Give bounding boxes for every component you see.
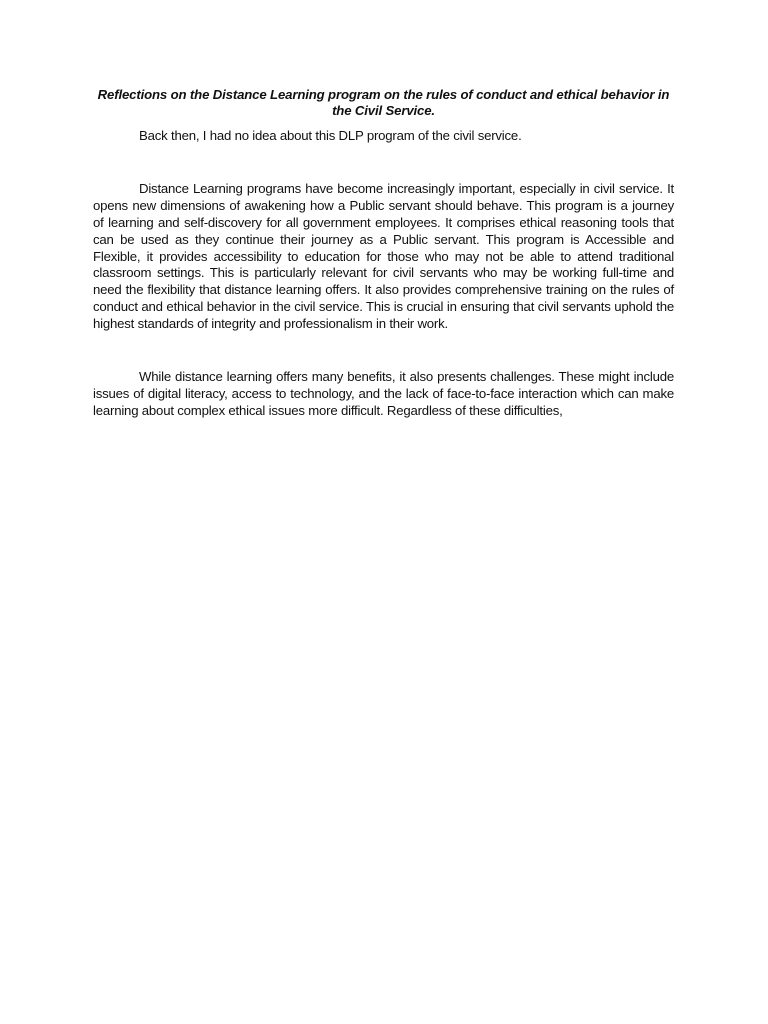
document-title: Reflections on the Distance Learning program on the rules of conduct and ethical behavior in the Civil Service. [97, 87, 670, 118]
paragraph-intro: Back then, I had no idea about this DLP program of the civil service. [139, 128, 522, 143]
document-page [93, 87, 674, 420]
paragraph-benefits: Distance Learning programs have become increasingly important, especially in civil service. It opens new dimensions of awakening how a Public servant should behave. This program is a journey of learning and self-discovery for all government employees. It comprises ethical reasoning tools that can be used as they continue their journey as a Public servant. This program is Accessible and Flexible, it provides accessibility to education for those who may not be able to attend traditional classroom settings. This is particularly relevant for civil servants who may be working full-time and need the flexibility that distance learning offers. It also provides comprehensive training on the rules of conduct and ethical behavior in the civil service. This is crucial in ensuring that civil servants uphold the highest standards of integrity and professionalism in their work. [93, 180, 674, 332]
paragraph-challenges: While distance learning offers many benefits, it also presents challenges. These might include issues of digital literacy, access to technology, and the lack of face-to-face interaction which can make learning about complex ethical issues more difficult. Regardless of these difficulties, [93, 369, 674, 418]
